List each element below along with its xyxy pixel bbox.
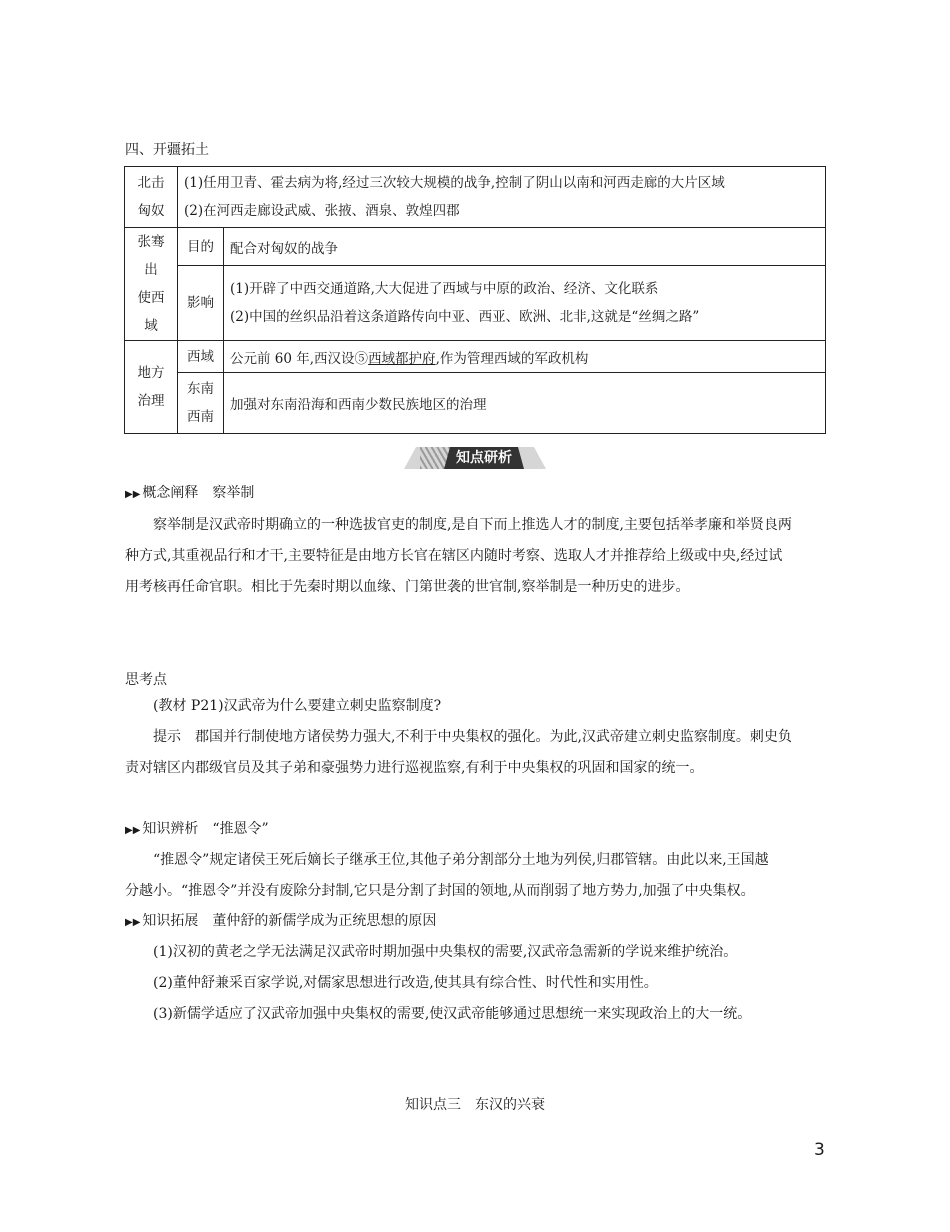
concept-line-3: 用考核再任命官职。相比于先秦时期以血缘、门第世袭的世官制,察举制是一种历史的进步。 [125, 579, 690, 595]
analysis-line-1: “推恩令”规定诸侯王死后嫡长子继承王位,其他子弟分割部分土地为列侯,归郡管辖。由此以来,王国越 [153, 852, 769, 868]
table-row-zhangqian-purpose [125, 228, 826, 266]
next-section-title: 知识点三 东汉的兴衰 [405, 1097, 545, 1113]
extension-item-2: (2)董仲舒兼采百家学说,对儒家思想进行改造,使其具有综合性、时代性和实用性。 [153, 975, 658, 991]
row-head-local [125, 341, 178, 434]
concept-line-2: 种方式,其重视品行和才干,主要特征是由地方长官在辖区内随时考察、选取人才并推荐给上级或中央,经过试 [125, 548, 783, 564]
thinking-block [125, 691, 835, 784]
expansion-table [124, 166, 826, 434]
row-head-zhangqian [125, 228, 178, 341]
north-content [178, 167, 826, 228]
extension-item-3: (3)新儒学适应了汉武帝加强中央集权的需要,使汉武帝能够通过思想统一来实现政治上的大一统。 [153, 1006, 752, 1022]
impact-label: 影响 [178, 266, 224, 341]
arrow-marker-icon: ▶▶ [125, 489, 141, 500]
xiyu-label: 西域 [178, 341, 224, 373]
row-head-line: 北击 [137, 175, 165, 191]
analysis-heading-row [125, 818, 269, 838]
xiyu-text-post: ,作为管理西域的军政机构 [435, 350, 589, 367]
thinking-heading: 思考点 [125, 672, 167, 688]
xiyu-answer: 西域都护府 [368, 350, 436, 367]
extension-heading: 知识拓展 董仲舒的新儒学成为正统思想的原因 [142, 913, 437, 929]
table-row-north [125, 167, 826, 228]
southeast-label-line: 东南 [187, 381, 214, 397]
purpose-text: 配合对匈奴的战争 [224, 228, 826, 266]
table-row-local-xiyu [125, 341, 826, 373]
impact-content [224, 266, 826, 341]
extension-list [125, 937, 835, 1030]
row-head-line: 使西域 [137, 290, 165, 334]
analysis-paragraph [125, 845, 835, 907]
row-head-line: 张骞出 [137, 234, 165, 278]
thinking-answer-line-1: 提示 郡国并行制使地方诸侯势力强大,不利于中央集权的强化。为此,汉武帝建立刺史监察制度。刺史负 [153, 729, 792, 745]
thinking-answer-line-2: 责对辖区内郡级官员及其子弟和豪强势力进行巡视监察,有利于中央集权的巩固和国家的统一。 [125, 760, 704, 776]
row-head-north [125, 167, 178, 228]
row-head-line: 治理 [137, 393, 165, 409]
impact-item-1: (1)开辟了中西交通道路,大大促进了西域与中原的政治、经济、文化联系 [230, 281, 659, 298]
concept-heading-row [125, 482, 254, 502]
concept-heading: 概念阐释 察举制 [142, 485, 255, 501]
arrow-marker-icon: ▶▶ [125, 825, 141, 836]
north-item-2: (2)在河西走廊设武威、张掖、酒泉、敦煌四郡 [184, 203, 460, 219]
extension-heading-row [125, 910, 436, 930]
concept-paragraph [125, 510, 835, 603]
concept-line-1: 察举制是汉武帝时期确立的一种选拔官吏的制度,是自下而上推选人才的制度,主要包括举孝廉和举贤良两 [153, 517, 792, 533]
row-head-line: 匈奴 [137, 203, 165, 219]
southeast-label-line: 西南 [187, 409, 214, 425]
table-row-local-southeast [125, 373, 826, 434]
analysis-heading: 知识辨析 “推恩令” [142, 821, 269, 837]
section-banner [404, 447, 546, 469]
banner-label: 知点研析 [456, 450, 512, 466]
impact-item-2: (2)中国的丝织品沿着这条道路传向中亚、西亚、欧洲、北非,这就是“丝绸之路” [230, 309, 700, 326]
section-title: 四、开疆拓土 [125, 142, 209, 158]
page-number: 3 [814, 1140, 825, 1160]
xiyu-text [224, 341, 826, 373]
arrow-marker-icon: ▶▶ [125, 917, 141, 928]
extension-item-1: (1)汉初的黄老之学无法满足汉武帝时期加强中央集权的需要,汉武帝急需新的学说来维护统治。 [153, 944, 738, 960]
table-row-zhangqian-impact [125, 266, 826, 341]
southeast-label [178, 373, 224, 434]
southeast-text: 加强对东南沿海和西南少数民族地区的治理 [224, 373, 826, 434]
north-item-1: (1)任用卫青、霍去病为将,经过三次较大规模的战争,控制了阴山以南和河西走廊的大片区域 [184, 175, 725, 191]
analysis-line-2: 分越小。“推恩令”并没有废除分封制,它只是分割了封国的领地,从而削弱了地方势力,加强了中央集权。 [125, 883, 755, 899]
xiyu-text-pre: 公元前 60 年,西汉设⑤ [230, 350, 369, 367]
row-head-line: 地方 [137, 365, 165, 381]
thinking-question: (教材 P21)汉武帝为什么要建立刺史监察制度? [153, 698, 442, 714]
purpose-label: 目的 [178, 228, 224, 266]
